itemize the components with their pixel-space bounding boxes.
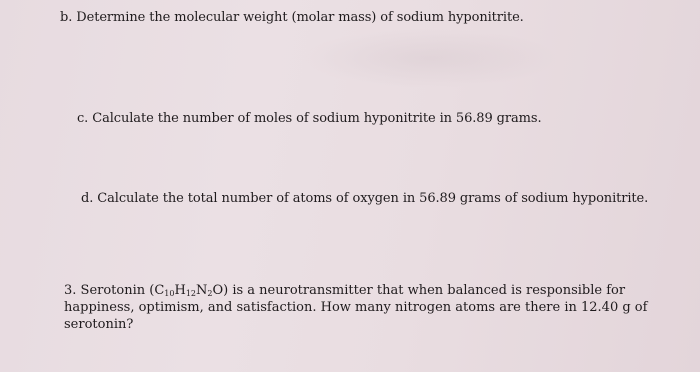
- hydrogen-symbol: H: [174, 283, 186, 298]
- question-3-suffix: O) is a neurotransmitter that when balanced is responsible for: [212, 283, 626, 298]
- question-d: d. Calculate the total number of atoms of oxygen in 56.89 grams of sodium hyponitrite.: [81, 191, 649, 206]
- carbon-subscript: 10: [164, 289, 175, 298]
- nitrogen-subscript: 2: [207, 289, 213, 298]
- question-3-line-3: serotonin?: [64, 317, 134, 332]
- nitrogen-symbol: N: [196, 283, 208, 298]
- bleed-through-shadow: [300, 28, 560, 88]
- question-3-prefix: 3. Serotonin (C: [64, 283, 165, 298]
- question-3: [64, 282, 648, 333]
- question-c: c. Calculate the number of moles of sodium hyponitrite in 56.89 grams.: [77, 111, 542, 126]
- question-3-line-1: [64, 282, 624, 299]
- hydrogen-subscript: 12: [185, 289, 196, 298]
- question-3-line-2: happiness, optimism, and satisfaction. How many nitrogen atoms are there in 12.40 g of: [64, 300, 648, 315]
- question-b: b. Determine the molecular weight (molar mass) of sodium hyponitrite.: [60, 10, 524, 25]
